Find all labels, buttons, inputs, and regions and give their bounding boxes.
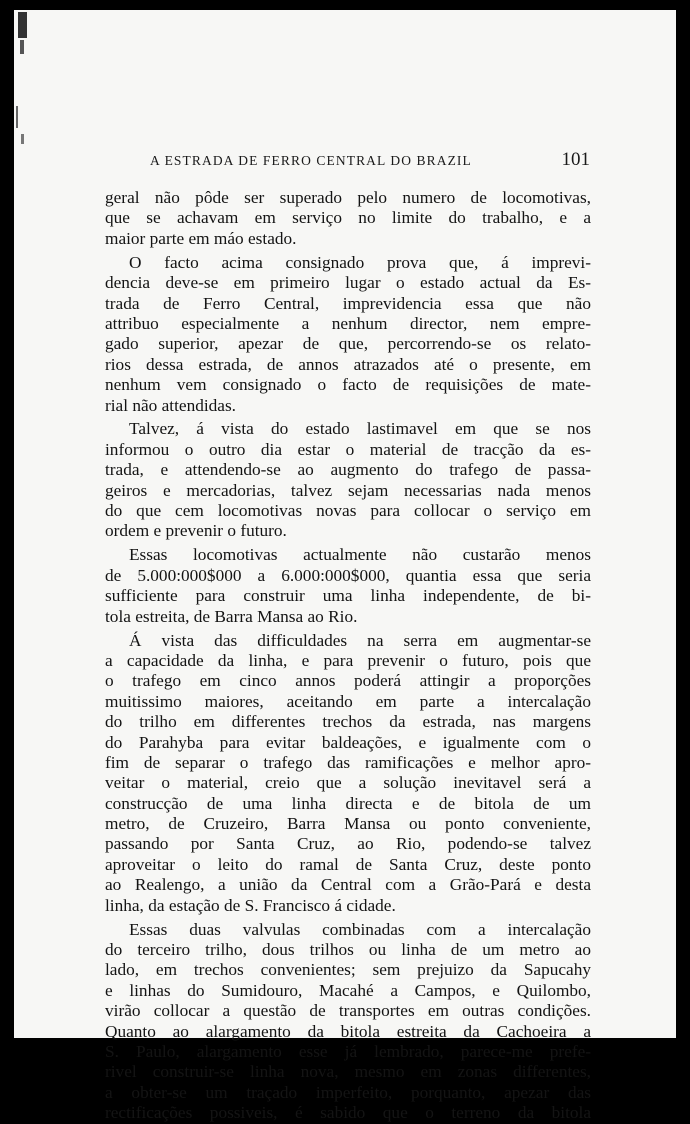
text-line: Essas locomotivas actualmente não custarão menos bbox=[129, 545, 591, 565]
text-line: metro, de Cruzeiro, Barra Mansa ou ponto conveniente, bbox=[105, 814, 591, 834]
text-line: Talvez, á vista do estado lastimavel em que se nos bbox=[129, 419, 591, 439]
text-line: de 5.000:000$000 a 6.000:000$000, quantia essa que seria bbox=[105, 565, 591, 585]
text-line: ao Realengo, a união da Central com a Grão-Pará e desta bbox=[105, 875, 591, 895]
text-line: muitissimo maiores, aceitando em parte a intercalação bbox=[105, 691, 591, 711]
text-line: attribuo especialmente a nenhum director, nem empre- bbox=[105, 313, 591, 333]
text-line: O facto acima consignado prova que, á imprevi- bbox=[129, 252, 591, 272]
text-line: maior parte em máo estado. bbox=[105, 228, 297, 248]
text-line: e linhas do Sumidouro, Macahé a Campos, e Quilombo, bbox=[105, 980, 591, 1000]
text-line: linha, da estação de S. Francisco á cidade. bbox=[105, 895, 396, 915]
text-line: nenhum vem consignado o facto de requisições de mate- bbox=[105, 375, 591, 395]
text-line: veitar o material, creio que a solução inevitavel será a bbox=[105, 773, 591, 793]
paragraph bbox=[105, 188, 591, 249]
text-line: a obter-se um traçado imperfeito, porquanto, apezar das bbox=[105, 1082, 591, 1102]
paragraph bbox=[105, 920, 591, 1124]
text-line: trada de Ferro Central, imprevidencia essa que não bbox=[105, 293, 591, 313]
text-line: informou o outro dia estar o material de tracção da es- bbox=[105, 439, 591, 459]
paragraph bbox=[105, 419, 591, 541]
text-line: virão collocar a questão de transportes em outras condições. bbox=[105, 1001, 591, 1021]
book-page bbox=[14, 10, 676, 1123]
text-line: fim de separar o trafego das ramificações e melhor apro- bbox=[105, 752, 591, 772]
text-line: geral não pôde ser superado pelo numero de locomotivas, bbox=[105, 188, 591, 207]
text-line: sufficiente para construir uma linha independente, de bi- bbox=[105, 586, 591, 606]
text-line: lado, em trechos convenientes; sem prejuizo da Sapucahy bbox=[105, 960, 591, 980]
paragraph bbox=[105, 253, 591, 416]
text-line: ordem e prevenir o futuro. bbox=[105, 521, 287, 541]
text-line: rivel construir-se linha nova, mesmo em zonas differentes, bbox=[105, 1062, 591, 1082]
binding-edge-marks bbox=[14, 10, 36, 170]
text-line: geiros e mercadorias, talvez sejam necessarias nada menos bbox=[105, 480, 591, 500]
text-line: Á vista das difficuldades na serra em augmentar-se bbox=[129, 630, 591, 650]
running-head-title: A ESTRADA DE FERRO CENTRAL DO BRAZIL bbox=[150, 153, 472, 168]
text-line: rios dessa estrada, de annos atrazados até o presente, em bbox=[105, 354, 591, 374]
text-line: gado superior, apezar de que, percorrendo-se os relato- bbox=[105, 334, 591, 354]
paragraph bbox=[105, 631, 591, 916]
paragraph bbox=[105, 545, 591, 627]
text-line: do que cem locomotivas novas para collocar o serviço em bbox=[105, 501, 591, 521]
text-line: do terceiro trilho, dous trilhos ou linha de um metro ao bbox=[105, 940, 591, 960]
text-line: a capacidade da linha, e para prevenir o futuro, pois que bbox=[105, 650, 591, 670]
page-number: 101 bbox=[561, 149, 590, 170]
text-line: construcção de uma linha directa e de bitola de um bbox=[105, 793, 591, 813]
text-line: Essas duas valvulas combinadas com a intercalação bbox=[129, 919, 591, 939]
text-line: aproveitar o leito do ramal de Santa Cruz, deste ponto bbox=[105, 854, 591, 874]
body-text bbox=[105, 188, 591, 1124]
text-line: do Parahyba para evitar baldeações, e igualmente com o bbox=[105, 732, 591, 752]
text-line: tola estreita, de Barra Mansa ao Rio. bbox=[105, 606, 358, 626]
text-line: que se achavam em serviço no limite do trabalho, e a bbox=[105, 208, 591, 228]
text-line: S. Paulo, alargamento esse já lembrado, parece-me prefe- bbox=[105, 1041, 591, 1061]
text-line: do trilho em differentes trechos da estrada, nas margens bbox=[105, 712, 591, 732]
text-line: Quanto ao alargamento da bitola estreita da Cachoeira a bbox=[105, 1021, 591, 1041]
text-line: o trafego em cinco annos poderá attingir a proporções bbox=[105, 671, 591, 691]
running-head bbox=[106, 149, 590, 173]
text-line: rial não attendidas. bbox=[105, 395, 237, 415]
text-line: rectificações possiveis, é sabido que o terreno da bitola bbox=[105, 1103, 591, 1123]
text-line: dencia deve-se em primeiro lugar o estado actual da Es- bbox=[105, 273, 591, 293]
text-line: passando por Santa Cruz, ao Rio, podendo-se talvez bbox=[105, 834, 591, 854]
text-line: trada, e attendendo-se ao augmento do trafego de passa- bbox=[105, 460, 591, 480]
